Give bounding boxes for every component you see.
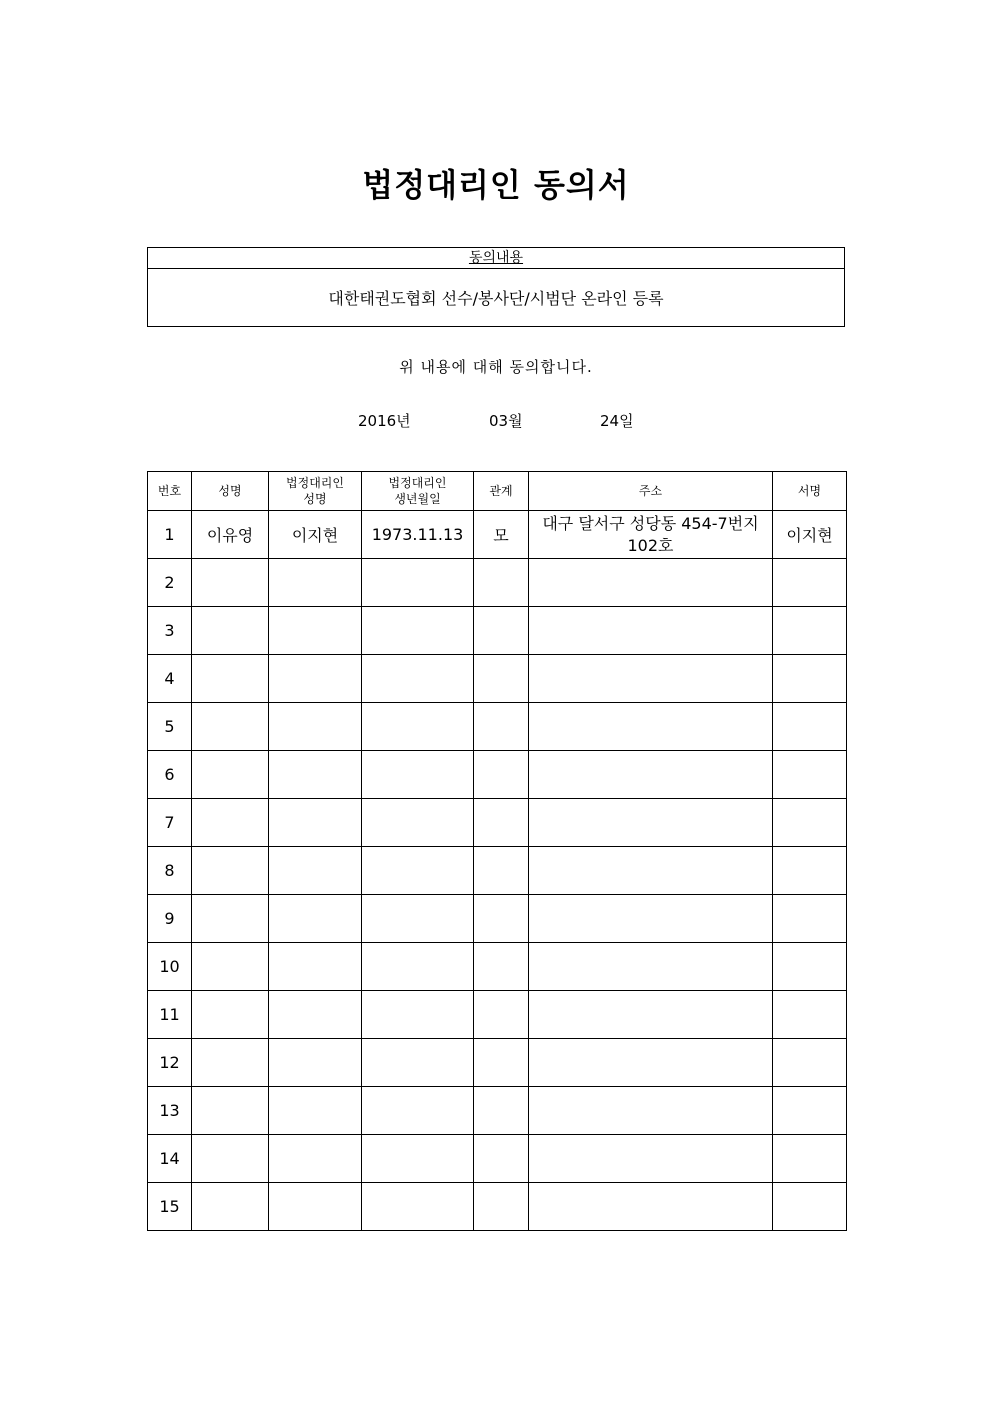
table-row <box>148 943 847 991</box>
cell-relation <box>474 991 529 1039</box>
cell-relation <box>474 799 529 847</box>
cell-signature <box>773 703 847 751</box>
cell-name <box>192 847 269 895</box>
cell-name <box>192 607 269 655</box>
cell-address <box>529 703 773 751</box>
cell-name <box>192 1087 269 1135</box>
cell-name <box>192 991 269 1039</box>
table-row <box>148 991 847 1039</box>
cell-no: 7 <box>148 799 192 847</box>
cell-name <box>192 1183 269 1231</box>
cell-relation <box>474 1135 529 1183</box>
cell-signature <box>773 751 847 799</box>
cell-signature <box>773 607 847 655</box>
cell-signature <box>773 847 847 895</box>
cell-guardian-name <box>269 703 362 751</box>
document-title: 법정대리인 동의서 <box>362 166 630 204</box>
cell-relation <box>474 847 529 895</box>
cell-guardian-name <box>269 751 362 799</box>
table-row <box>148 1183 847 1231</box>
table-row <box>148 607 847 655</box>
cell-guardian-name <box>269 991 362 1039</box>
cell-signature <box>773 943 847 991</box>
cell-address <box>529 943 773 991</box>
cell-address <box>529 799 773 847</box>
cell-signature <box>773 1039 847 1087</box>
cell-no: 12 <box>148 1039 192 1087</box>
cell-no: 4 <box>148 655 192 703</box>
cell-guardian-name <box>269 1135 362 1183</box>
cell-address <box>529 991 773 1039</box>
cell-address <box>529 655 773 703</box>
cell-guardian-birth <box>362 559 474 607</box>
date-year: 2016년 <box>358 412 411 430</box>
cell-signature: 이지현 <box>773 511 847 559</box>
cell-name <box>192 799 269 847</box>
cell-no: 14 <box>148 1135 192 1183</box>
cell-address <box>529 1087 773 1135</box>
date-day: 24일 <box>600 412 634 430</box>
cell-name <box>192 895 269 943</box>
table-row <box>148 703 847 751</box>
cell-no: 2 <box>148 559 192 607</box>
cell-relation: 모 <box>474 511 529 559</box>
table-row <box>148 1135 847 1183</box>
cell-guardian-birth <box>362 751 474 799</box>
consent-content: 대한태권도협회 선수/봉사단/시범단 온라인 등록 <box>328 289 664 308</box>
cell-signature <box>773 1135 847 1183</box>
cell-guardian-name <box>269 655 362 703</box>
table-row <box>148 511 847 559</box>
header-address: 주소 <box>529 472 773 511</box>
cell-address <box>529 847 773 895</box>
cell-guardian-birth: 1973.11.13 <box>362 511 474 559</box>
cell-name <box>192 1135 269 1183</box>
cell-no: 9 <box>148 895 192 943</box>
table-row <box>148 1087 847 1135</box>
cell-guardian-birth <box>362 1087 474 1135</box>
cell-no: 11 <box>148 991 192 1039</box>
cell-address <box>529 1183 773 1231</box>
cell-no: 8 <box>148 847 192 895</box>
cell-guardian-birth <box>362 1135 474 1183</box>
cell-address: 대구 달서구 성당동 454-7번지 102호 <box>529 511 773 559</box>
cell-guardian-birth <box>362 847 474 895</box>
cell-guardian-name <box>269 847 362 895</box>
cell-guardian-birth <box>362 799 474 847</box>
cell-guardian-name <box>269 799 362 847</box>
cell-no: 6 <box>148 751 192 799</box>
header-relation: 관계 <box>474 472 529 511</box>
agreement-statement: 위 내용에 대해 동의합니다. <box>399 358 593 376</box>
cell-address <box>529 607 773 655</box>
cell-relation <box>474 895 529 943</box>
cell-name <box>192 559 269 607</box>
cell-signature <box>773 895 847 943</box>
table-row <box>148 799 847 847</box>
cell-no: 5 <box>148 703 192 751</box>
cell-guardian-name <box>269 1039 362 1087</box>
cell-name <box>192 1039 269 1087</box>
header-guardian-name <box>269 472 362 511</box>
cell-relation <box>474 607 529 655</box>
cell-relation <box>474 559 529 607</box>
table-row <box>148 559 847 607</box>
table-row <box>148 751 847 799</box>
table-row <box>148 847 847 895</box>
cell-guardian-name <box>269 1183 362 1231</box>
consent-box <box>147 247 845 327</box>
cell-address <box>529 895 773 943</box>
header-guardian-birth <box>362 472 474 511</box>
cell-signature <box>773 1087 847 1135</box>
cell-guardian-name: 이지현 <box>269 511 362 559</box>
cell-signature <box>773 799 847 847</box>
cell-name: 이유영 <box>192 511 269 559</box>
cell-guardian-name <box>269 943 362 991</box>
cell-guardian-name <box>269 1087 362 1135</box>
cell-guardian-birth <box>362 895 474 943</box>
header-guardian-name-line1: 법정대리인 <box>286 476 344 490</box>
table-header-row <box>148 472 847 511</box>
cell-name <box>192 655 269 703</box>
cell-name <box>192 943 269 991</box>
cell-guardian-birth <box>362 607 474 655</box>
header-guardian-birth-line2: 생년월일 <box>394 492 441 506</box>
cell-guardian-birth <box>362 991 474 1039</box>
cell-guardian-birth <box>362 1039 474 1087</box>
cell-address <box>529 1039 773 1087</box>
cell-relation <box>474 1039 529 1087</box>
cell-guardian-name <box>269 895 362 943</box>
cell-relation <box>474 1087 529 1135</box>
cell-name <box>192 751 269 799</box>
cell-guardian-birth <box>362 1183 474 1231</box>
cell-address <box>529 559 773 607</box>
header-guardian-birth-line1: 법정대리인 <box>388 476 447 490</box>
cell-address <box>529 751 773 799</box>
cell-signature <box>773 991 847 1039</box>
cell-no: 10 <box>148 943 192 991</box>
cell-signature <box>773 1183 847 1231</box>
cell-guardian-name <box>269 559 362 607</box>
cell-name <box>192 703 269 751</box>
cell-address <box>529 1135 773 1183</box>
cell-relation <box>474 703 529 751</box>
cell-no: 3 <box>148 607 192 655</box>
cell-guardian-birth <box>362 703 474 751</box>
cell-relation <box>474 1183 529 1231</box>
header-signature: 서명 <box>773 472 847 511</box>
table-row <box>148 655 847 703</box>
cell-no: 13 <box>148 1087 192 1135</box>
header-no: 번호 <box>148 472 192 511</box>
cell-guardian-birth <box>362 943 474 991</box>
registration-table <box>147 471 847 1231</box>
cell-no: 1 <box>148 511 192 559</box>
date-month: 03월 <box>489 412 523 430</box>
table-row <box>148 895 847 943</box>
cell-relation <box>474 751 529 799</box>
cell-relation <box>474 655 529 703</box>
cell-guardian-name <box>269 607 362 655</box>
consent-header: 동의내용 <box>148 248 844 269</box>
cell-no: 15 <box>148 1183 192 1231</box>
cell-signature <box>773 559 847 607</box>
header-guardian-name-line2: 성명 <box>303 492 327 506</box>
table-row <box>148 1039 847 1087</box>
cell-relation <box>474 943 529 991</box>
cell-signature <box>773 655 847 703</box>
header-name: 성명 <box>192 472 269 511</box>
cell-guardian-birth <box>362 655 474 703</box>
